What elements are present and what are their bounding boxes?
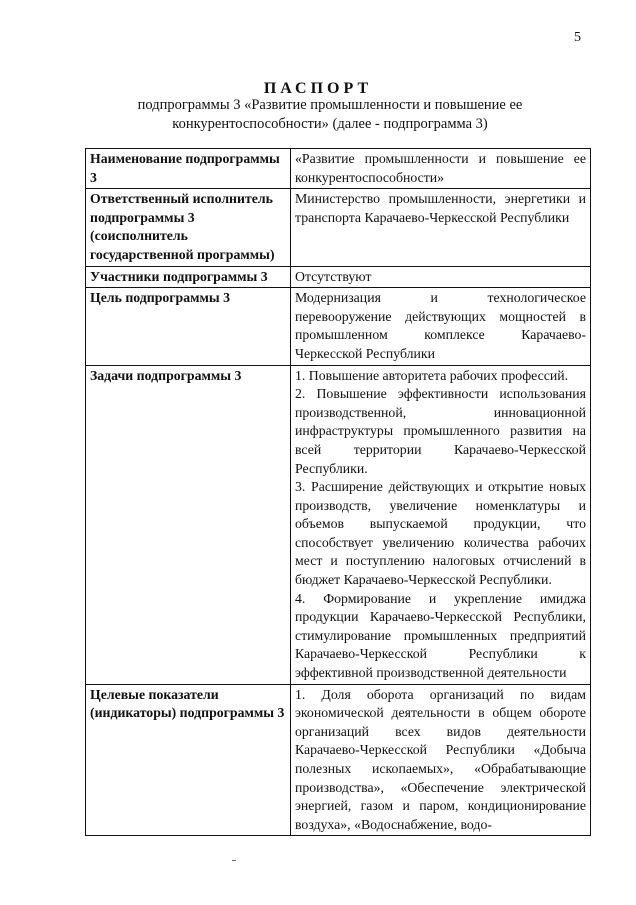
page-number: 5 [574,30,581,45]
row-value-paragraph: 1. Доля оборота организаций по видам экономической деятельности в общем обороте организаций всех видов деятельности Карачаево-Черкесской Республики «Добыча полезных ископаемых», «Обрабатывающие производства», «Обеспечение электрической энергией, газом и паром, кондиционирование воздуха», «Водоснабжение, водо- [295,686,586,832]
row-label: Цель подпрограммы 3 [86,288,291,365]
table-row [86,365,591,684]
row-value-paragraph: Министерство промышленности, энергетики и транспорта Карачаево-Черкесской Республики [295,191,586,225]
row-value-paragraph: «Развитие промышленности и повышение ее конкурентоспособности» [295,151,586,185]
row-label: Участники подпрограммы 3 [86,266,291,288]
row-label: Целевые показатели (индикаторы) подпрограммы 3 [86,684,291,836]
table-row [86,189,591,266]
document-subtitle: подпрограммы 3 «Развитие промышленности и повышение ее конкурентоспособности» (далее - подпрограмма 3) [137,97,523,132]
scan-mark [232,860,236,861]
row-value-paragraph: 4. Формирование и укрепление имиджа продукции Карачаево-Черкесской Республики, стимулирование промышленных предприятий Карачаево-Черкесской Республики к эффективной производственной деятельности [295,590,586,681]
row-value-paragraph: Отсутствуют [295,268,372,284]
table-row [86,288,591,365]
row-value [291,189,591,266]
row-label: Наименование подпрограммы 3 [86,149,291,189]
row-value-paragraph: 1. Повышение авторитета рабочих профессий. [295,367,569,383]
passport-table [85,148,591,836]
row-value-paragraph: 3. Расширение действующих и открытие новых производств, увеличение номенклатуры и объемов выпускаемой продукции, что способствует увеличению количества рабочих мест и поступлению налоговых отчислений в бюджет Карачаево-Черкесской Республики. [295,479,586,588]
row-value [291,266,591,288]
row-value-paragraph: 2. Повышение эффективности использования производственной, инновационной инфраструктуры промышленного развития на всей территории Карачаево-Черкесской Республики. [295,386,586,476]
document-title: ПАСПОРТ [263,80,373,97]
table-row [86,684,591,836]
row-value [291,365,591,684]
row-label: Задачи подпрограммы 3 [86,365,291,684]
table-row [86,149,591,189]
table-row [86,266,591,288]
row-value [291,684,591,836]
row-value [291,149,591,189]
row-value-paragraph: Модернизация и технологическое перевооружение действующих мощностей в промышленном комплексе Карачаево-Черкесской Республики [295,290,586,361]
row-value [291,288,591,365]
row-label: Ответственный исполнитель подпрограммы 3 (соисполнитель государственной программы) [86,189,291,266]
